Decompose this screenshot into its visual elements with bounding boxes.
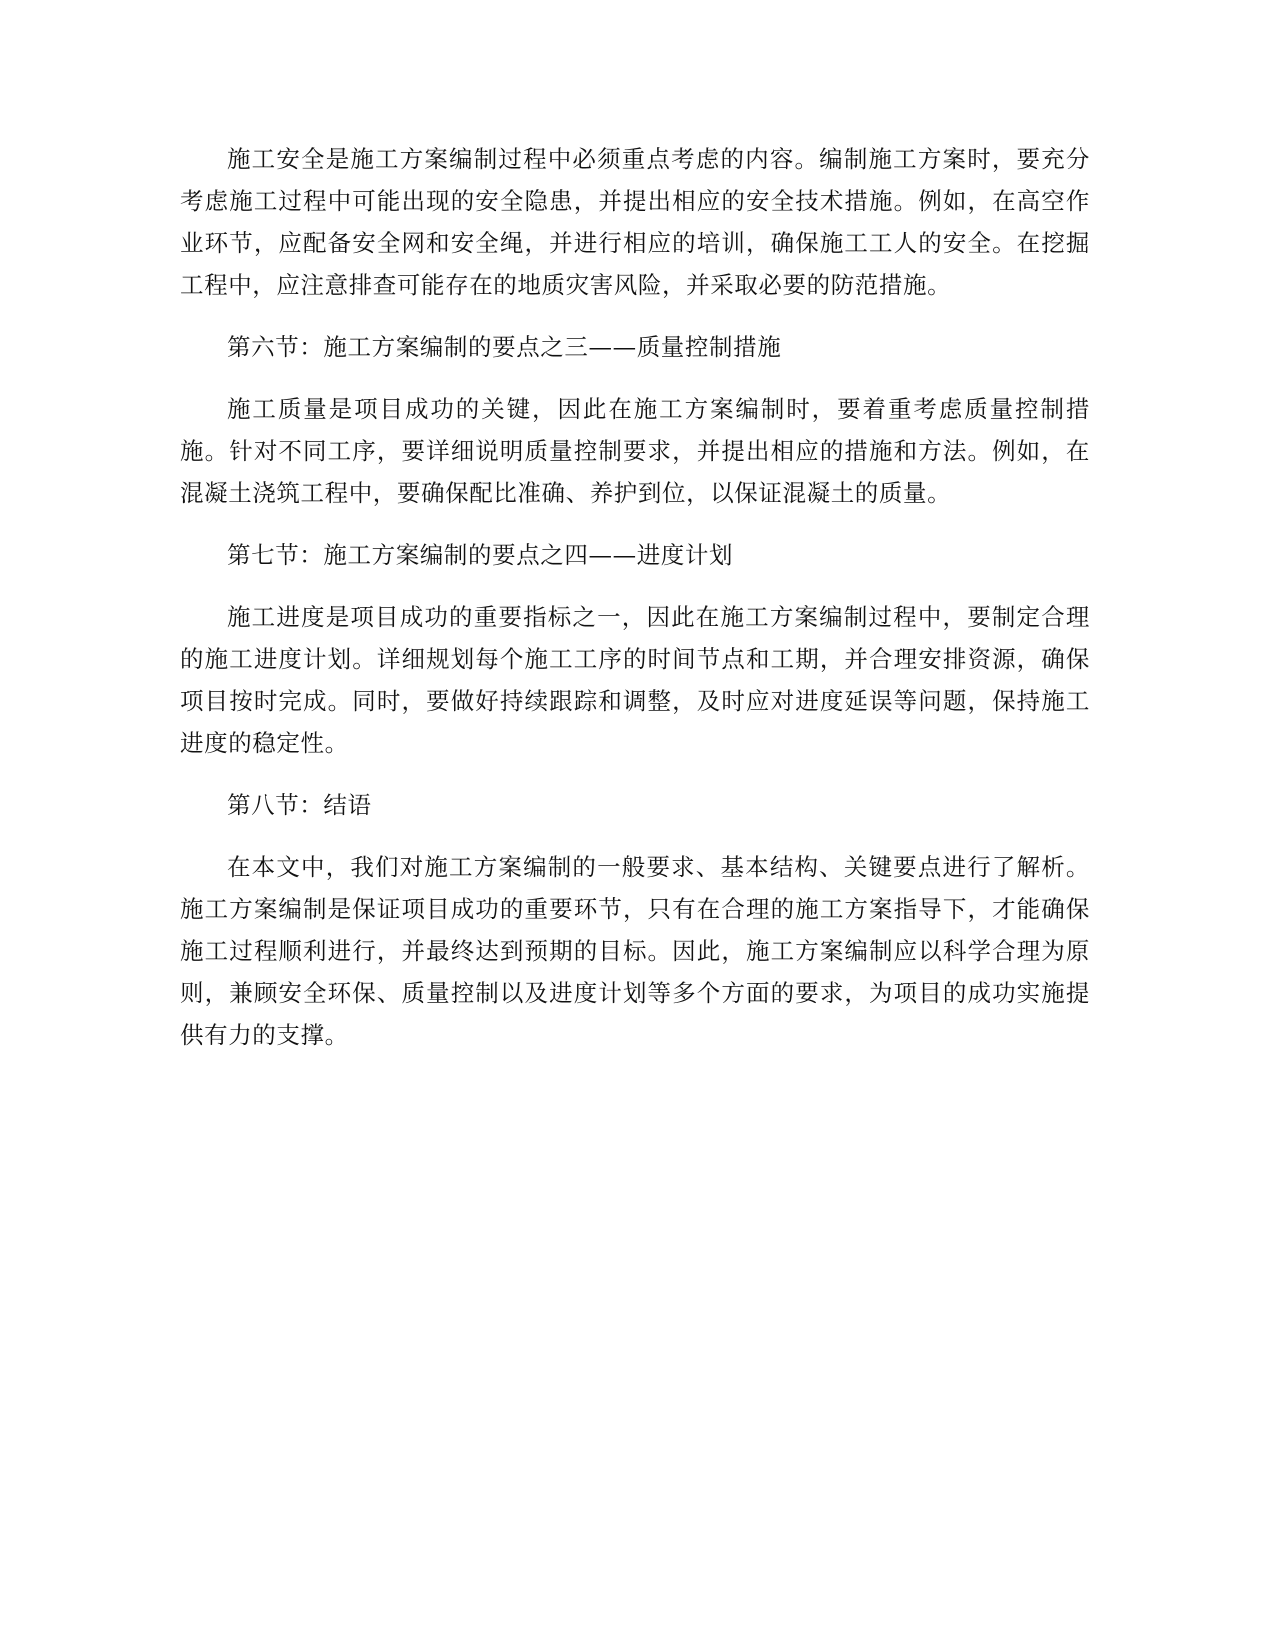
paragraph-conclusion: 在本文中，我们对施工方案编制的一般要求、基本结构、关键要点进行了解析。施工方案编制是保证项目成功的重要环节，只有在合理的施工方案指导下，才能确保施工过程顺利进行，并最终达到预期的目标。因此，施工方案编制应以科学合理为原则，兼顾安全环保、质量控制以及进度计划等多个方面的要求，为项目的成功实施提供有力的支撑。 <box>180 853 1090 1049</box>
document-page <box>180 138 1090 1076</box>
section-heading-7: 第七节：施工方案编制的要点之四——进度计划 <box>227 541 734 569</box>
paragraph-quality: 施工质量是项目成功的关键，因此在施工方案编制时，要着重考虑质量控制措施。针对不同工序，要详细说明质量控制要求，并提出相应的措施和方法。例如，在混凝土浇筑工程中，要确保配比准确、养护到位，以保证混凝土的质量。 <box>180 395 1090 507</box>
section-heading-8: 第八节：结语 <box>227 791 372 819</box>
section-heading-6: 第六节：施工方案编制的要点之三——质量控制措施 <box>227 333 782 361</box>
paragraph-safety: 施工安全是施工方案编制过程中必须重点考虑的内容。编制施工方案时，要充分考虑施工过程中可能出现的安全隐患，并提出相应的安全技术措施。例如，在高空作业环节，应配备安全网和安全绳，并进行相应的培训，确保施工工人的安全。在挖掘工程中，应注意排查可能存在的地质灾害风险，并采取必要的防范措施。 <box>180 145 1090 299</box>
paragraph-schedule: 施工进度是项目成功的重要指标之一，因此在施工方案编制过程中，要制定合理的施工进度计划。详细规划每个施工工序的时间节点和工期，并合理安排资源，确保项目按时完成。同时，要做好持续跟踪和调整，及时应对进度延误等问题，保持施工进度的稳定性。 <box>180 603 1090 757</box>
